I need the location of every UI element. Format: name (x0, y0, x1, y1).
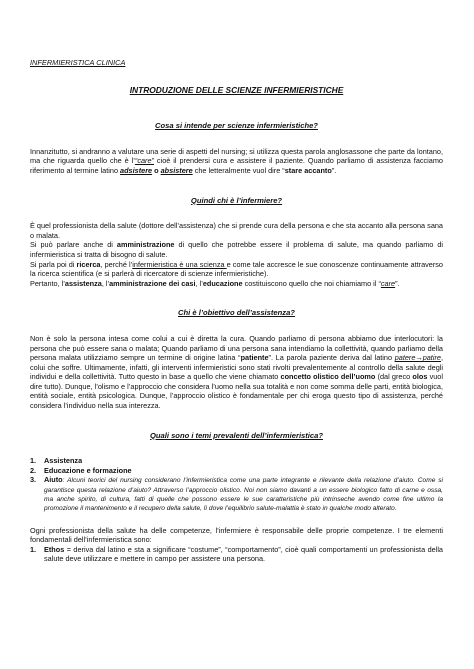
text-run: concetto olistico dell’uomo (280, 372, 376, 382)
text-run: ”. La parola paziente deriva dal latino (268, 353, 395, 363)
text-run: vuol dire tutto). Dunque, l’olismo e l’approccio che considera l’uomo nella sua totalità e non come somma delle parti, entità biologica, entità sociale, entità psicologica. Dunque, l’approccio olistico è fondamentale per chi eroga questo tipo di assistenza, perché considera l’individuo nella sua interezza. (30, 372, 443, 411)
list-item (30, 456, 443, 466)
list-item-number: 3. (30, 475, 37, 485)
text-run: , perché l’ (100, 259, 133, 269)
text-run: patiente (240, 353, 269, 363)
text-run: Si può parlare anche di (30, 240, 117, 250)
element-label: Ethos (44, 544, 65, 554)
text-run: Non è solo la persona intesa come colui a cui è diretta la cura. Quando parliamo di persona abbiamo due interlocutori: la persona che può essere sana o malata; Quando parliamo di una persona sana intendiamo la collettività, quando parliamo della persona malata utilizziamo sempre un termine di origine latina “ (30, 333, 443, 363)
section-paragraph-obiettivo (30, 334, 443, 411)
text-run: educazione (202, 278, 243, 288)
closing-paragraph: Ogni professionista della salute ha delle competenze, l’infermiere è responsabile delle proprie competenze. I tre elementi fondamentali dell’infermieristica sono: (30, 525, 443, 545)
text-run: stare accanto (284, 165, 332, 175)
text-run: o (154, 165, 159, 175)
list-item (30, 466, 443, 476)
text-run: cioè il prendersi cura e assistere il paziente. Quando parliamo di assistenza facciamo riferimento al termine latino (30, 156, 443, 175)
document-page (30, 58, 443, 564)
text-run: di quello che potrebbe essere il problema di salute, ma quando parliamo di infermieristica si tratta di bisogno di salute. (30, 240, 443, 259)
section-heading-temi: Quali sono i temi prevalenti dell’infermieristica? (149, 430, 324, 440)
text-run: È quel professionista della salute (dottore dell’assistenza) che si prende cura della persona e che sta accanto alla persona sana o malata. (30, 221, 443, 240)
list-item-text (44, 475, 443, 513)
text-run: ricerca (76, 259, 101, 269)
list-item (30, 475, 443, 513)
text-run: amministrazione (116, 240, 175, 250)
text-run: “care” (134, 156, 154, 166)
element-number: 1. (30, 544, 37, 554)
text-run: infermieristica è una scienza (132, 259, 227, 269)
text-run: adsistere (120, 165, 153, 175)
document-title: INTRODUZIONE DELLE SCIENZE INFERMIERISTICHE (129, 84, 344, 95)
text-run: (dal greco (375, 372, 413, 382)
section-paragraph-scienze (30, 147, 443, 176)
text-run: care (380, 278, 396, 288)
list-item-label: Assistenza (44, 456, 83, 466)
section-heading-scienze: Cosa si intende per scienze infermieristiche? (155, 121, 318, 131)
text-run: Innanzitutto, si andranno a valutare una serie di aspetti del nursing; si utilizza questa parola anglosassone che parte da lontano, ma che riguarda quello che è l’ (30, 146, 443, 166)
section-heading-infermiere: Quindi chi è l’infermiere? (190, 195, 283, 205)
list-item-number: 1. (30, 456, 37, 466)
text-run: assistenza (64, 278, 102, 288)
text-run: amministrazione dei casi (109, 278, 196, 288)
list-item-description: : Alcuni teorici del nursing considerano l’infermieristica come una parte integrante e rilevante della relazione d’aiuto. Come si garantisce questa relazione d’aiuto? Attraverso l’approccio olistico. Noi non siamo davanti a un essere biologico fatto di carne e ossa, ma anche spirito, di cultura, fatti di quelle che possono essere le sue caratteristiche più intrinseche avendo come fine ultimo la promozione il mantenimento e il recupero della salute, lì dove l’equilibrio salute-malattia è stato in qualche modo alterato. (44, 477, 443, 513)
text-run: ”. (395, 278, 400, 288)
text-run: Si parla poi di (30, 259, 77, 269)
list-item-number: 2. (30, 465, 37, 475)
text-run: olos (412, 372, 428, 382)
list-item-label: Aiuto (44, 475, 63, 485)
text-run: che letteralmente vuol dire “ (192, 165, 285, 175)
text-run: patere→patire (394, 353, 441, 363)
course-label: INFERMIERISTICA CLINICA (30, 58, 126, 67)
element-description: = deriva dal latino e sta a significare “costume”, “comportamento”, cioè quali comportamenti un professionista della salute deve utilizzare e mettere in campo per assistere una persona. (44, 544, 443, 564)
text-run: , colui che soffre. Ultimamente, infatti, gli interventi infermieristici sono stati rivolti prevalentemente al controllo della salute degli individui e della collettività. Tutto questo in base a quello che viene chiamato (30, 353, 443, 382)
text-run: costituiscono quello che noi chiamiamo il “ (242, 278, 381, 288)
text-run: absistere (160, 165, 193, 175)
section-heading-obiettivo: Chi è l’obiettivo dell’assistenza? (178, 308, 295, 318)
element-text (44, 545, 443, 564)
element-item (30, 545, 443, 564)
list-item-label: Educazione e formazione (44, 465, 132, 475)
text-run: e come tale accresce le sue conoscenze continuamente attraverso la ricerca scientifica (e si parlerà di ricercatore di scienze infermieristiche). (30, 259, 443, 279)
themes-list (30, 456, 443, 513)
section-paragraph-infermiere (30, 221, 443, 288)
text-run: , l’ (195, 278, 203, 288)
text-run: , l’ (101, 278, 110, 288)
text-run: Pertanto, l’ (30, 278, 65, 288)
text-run: ”. (331, 165, 337, 175)
